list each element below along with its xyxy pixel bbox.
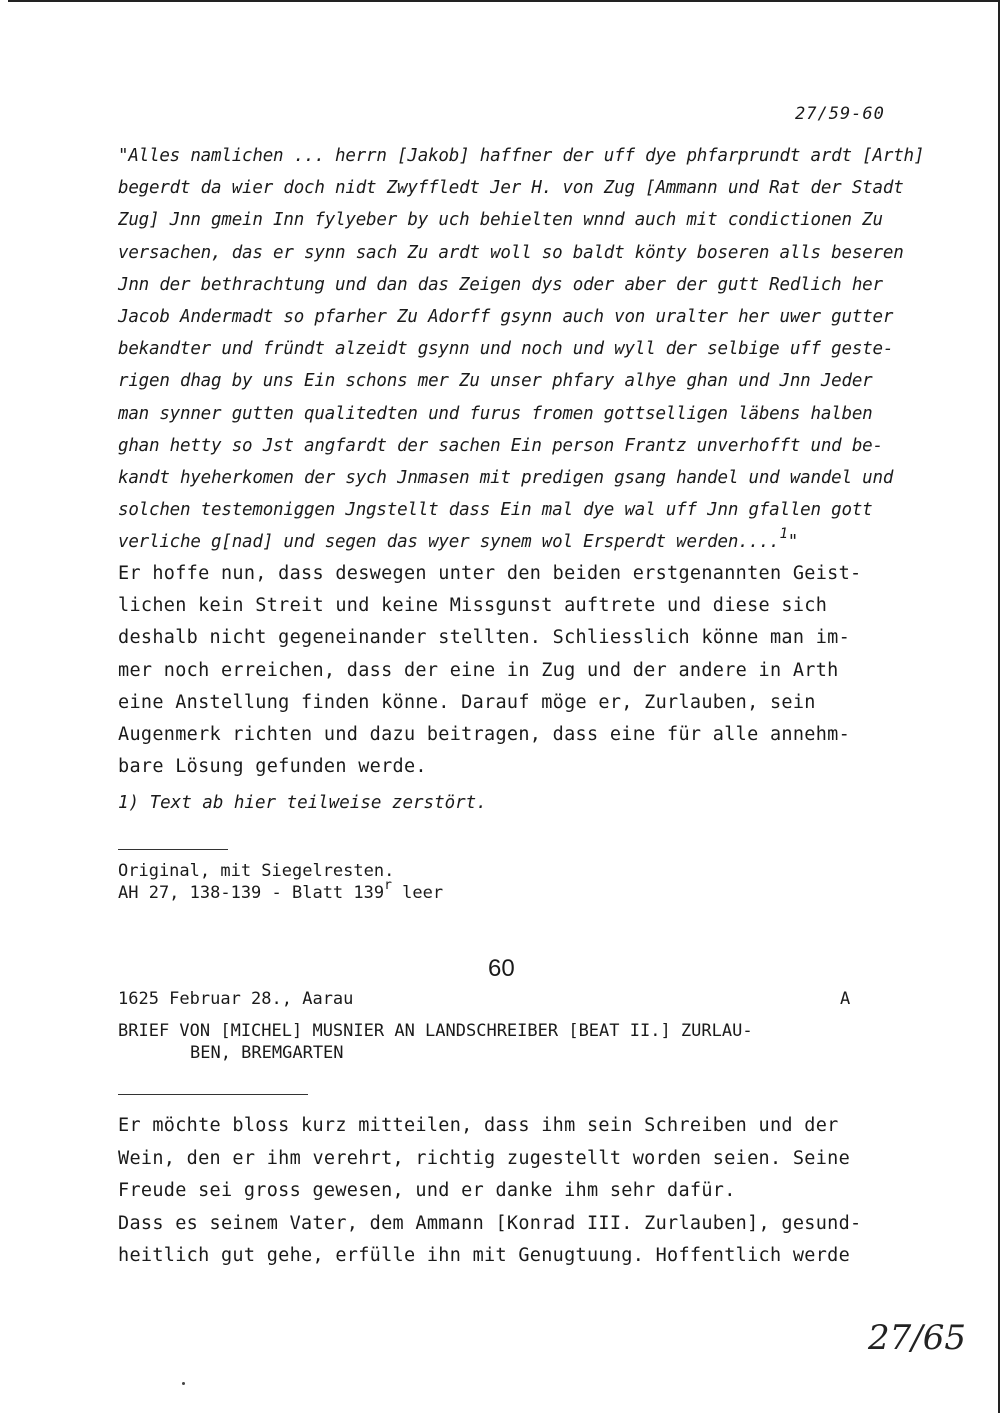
text-line: Dass es seinem Vater, dem Ammann [Konrad III. Zurlauben], gesund- [118, 1212, 862, 1234]
quote-line: kandt hyeherkomen der sych Jnmasen mit predigen gsang handel und wandel und [118, 468, 894, 489]
text-line: Wein, den er ihm verehrt, richtig zugestellt worden seien. Seine [118, 1147, 851, 1169]
page-frame-top [8, 0, 1000, 2]
quote-last-line [118, 526, 888, 559]
title-line: BRIEF VON [MICHEL] MUSNIER AN LANDSCHREIBER [BEAT II.] ZURLAU- [118, 1021, 753, 1041]
quote-line: Jacob Andermadt so pfarher Zu Adorff gsynn auch von uralter her uwer gutter [118, 307, 894, 328]
handwritten-page-number: 27/65 [868, 1318, 966, 1358]
text-line: Freude sei gross gewesen, und er danke ihm sehr dafür. [118, 1180, 736, 1201]
date-place: 1625 Februar 28., Aarau [118, 989, 354, 1009]
source-archive: AH 27, 138-139 - Blatt 139 [118, 883, 385, 903]
letter-summary [118, 1110, 898, 1273]
separator-rule [118, 1094, 308, 1095]
quote-line: rigen dhag by uns Ein schons mer Zu unser phfary alhye ghan und Jnn Jeder [118, 371, 873, 392]
text-line: deshalb nicht gegeneinander stellten. Schliesslich könne man im- [118, 627, 851, 649]
text-line: Er möchte bloss kurz mitteilen, dass ihm sein Schreiben und der [118, 1115, 839, 1136]
quoted-letter [118, 140, 925, 560]
text-line: bare Lösung gefunden werde. [118, 756, 427, 778]
summary-paragraph [118, 558, 898, 783]
source-note [118, 860, 443, 906]
quote-line: bekandter und fründt alzeidt gsynn und noch und wyll der selbige uff geste- [118, 339, 894, 360]
text-line: heitlich gut gehe, erfülle ihn mit Genugtuung. Hoffentlich werde [118, 1245, 851, 1266]
quote-close-mark: " [787, 532, 799, 553]
text-line: Er hoffe nun, dass deswegen unter den beiden erstgenannten Geist- [118, 563, 862, 584]
page-reference: 27/59-60 [795, 104, 885, 124]
quote-line: "Alles namlichen ... herrn [Jakob] haffner der uff dye phfarprundt ardt [Arth] [118, 146, 925, 166]
title-line: BEN, BREMGARTEN [190, 1043, 344, 1063]
source-line [118, 878, 444, 906]
source-blank: leer [391, 883, 444, 903]
document-title [118, 1020, 753, 1064]
text-line: mer noch erreichen, dass der eine in Zug und der andere in Arth [118, 659, 839, 681]
text-line: Augenmerk richten und dazu beitragen, dass eine für alle annehm- [118, 724, 851, 746]
ink-dot [182, 1382, 185, 1385]
quote-line: Jnn der bethrachtung und dan das Zeigen dys oder aber der gutt Redlich her [118, 274, 883, 295]
quote-line: solchen testemoniggen Jngstellt dass Ein mal dye wal uff Jnn gfallen gott [118, 500, 873, 521]
quote-line: man synner gutten qualitedten und furus fromen gottselligen läbens halben [118, 403, 873, 424]
source-line: Original, mit Siegelresten. [118, 861, 395, 881]
text-line: eine Anstellung finden könne. Darauf möge er, Zurlauben, sein [118, 691, 816, 713]
document-marker: A [840, 989, 851, 1009]
quote-line: versachen, das er synn sach Zu ardt woll so baldt könty boseren alls beseren [118, 242, 904, 263]
separator-rule [118, 849, 228, 850]
quote-line: ghan hetty so Jst angfardt der sachen Ein person Frantz unverhofft und be- [118, 435, 883, 456]
document-number: 60 [488, 955, 515, 982]
footnote: 1) Text ab hier teilweise zerstört. [118, 793, 487, 813]
footnote-reference: 1 [779, 526, 788, 543]
recto-superscript: r [384, 878, 392, 893]
quote-line: begerdt da wier doch nidt Zwyffledt Jer H. von Zug [Ammann und Rat der Stadt [118, 178, 904, 199]
text-line: lichen kein Streit und keine Missgunst auftrete und diese sich [118, 595, 828, 617]
quote-text: verliche g[nad] und segen das wyer synem wol Ersperdt werden.... [118, 532, 780, 553]
quote-line: Zug] Jnn gmein Inn fylyeber by uch behielten wnnd auch mit condictionen Zu [118, 210, 883, 231]
